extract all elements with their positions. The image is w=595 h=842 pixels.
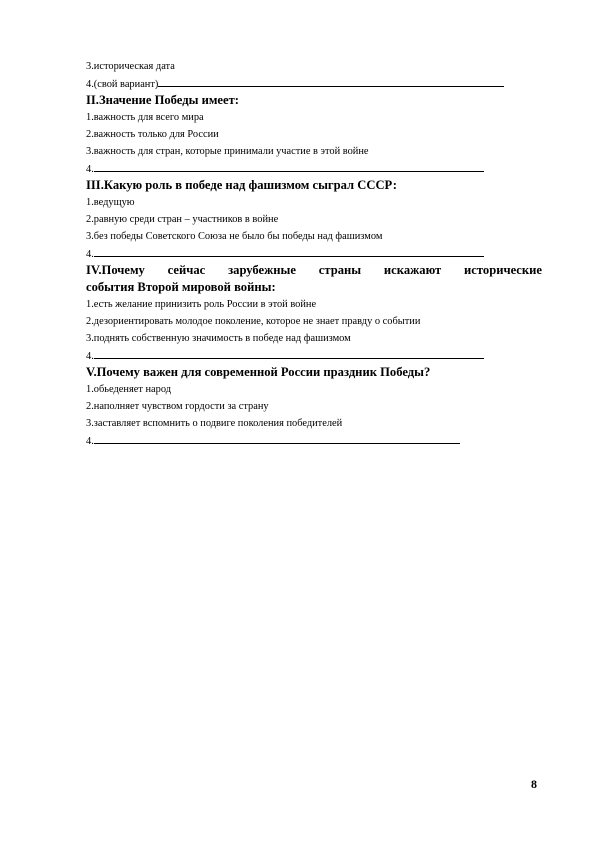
answer-blank-line[interactable] [94, 245, 484, 257]
option-3 [86, 58, 542, 75]
option-3: 3.заставляет вспомнить о подвиге поколения победителей [86, 418, 343, 429]
option-3: 3.важность для стран, которые принимали участие в этой войне [86, 146, 369, 157]
option-text: 4. [86, 351, 94, 362]
answer-blank-line[interactable] [158, 75, 504, 87]
option-2: 2.важность только для России [86, 129, 219, 140]
option-2: 2.наполняет чувством гордости за страну [86, 401, 269, 412]
question-4-heading-line2: события Второй мировой войны: [86, 280, 276, 294]
option-1: 1.обьеденяет народ [86, 384, 172, 395]
question-5-heading: V.Почему важен для современной России праздник Победы? [86, 365, 431, 379]
option-text: 4. [86, 164, 94, 175]
option-4-custom [86, 160, 542, 177]
question-4-heading-line1: IV.Почему сейчас зарубежные страны искажают исторические [86, 263, 542, 277]
answer-blank-line[interactable] [94, 347, 484, 359]
answer-blank-line[interactable] [94, 160, 484, 172]
answer-blank-line[interactable] [94, 432, 460, 444]
option-text: 4. [86, 436, 94, 447]
question-2-heading: II.Значение Победы имеет: [86, 93, 239, 107]
question-3-heading: III.Какую роль в победе над фашизмом сыграл СССР: [86, 178, 397, 192]
option-text: 3.историческая дата [86, 61, 175, 72]
option-4-custom [86, 75, 542, 92]
option-3: 3.поднять собственную значимость в победе над фашизмом [86, 333, 351, 344]
option-text: 4. [86, 249, 94, 260]
page-number: 8 [531, 777, 537, 791]
option-2: 2.дезориентировать молодое поколение, которое не знает правду о событии [86, 316, 421, 327]
option-1: 1.ведущую [86, 197, 135, 208]
option-2: 2.равную среди стран – участников в войне [86, 214, 279, 225]
option-3: 3.без победы Советского Союза не было бы победы над фашизмом [86, 231, 383, 242]
worksheet-page [86, 58, 542, 449]
option-4-custom [86, 245, 542, 262]
option-4-custom [86, 347, 542, 364]
option-1: 1.есть желание принизить роль России в этой войне [86, 299, 317, 310]
option-text: 4.(свой вариант) [86, 79, 159, 90]
option-1: 1.важность для всего мира [86, 112, 204, 123]
option-4-custom [86, 432, 542, 449]
